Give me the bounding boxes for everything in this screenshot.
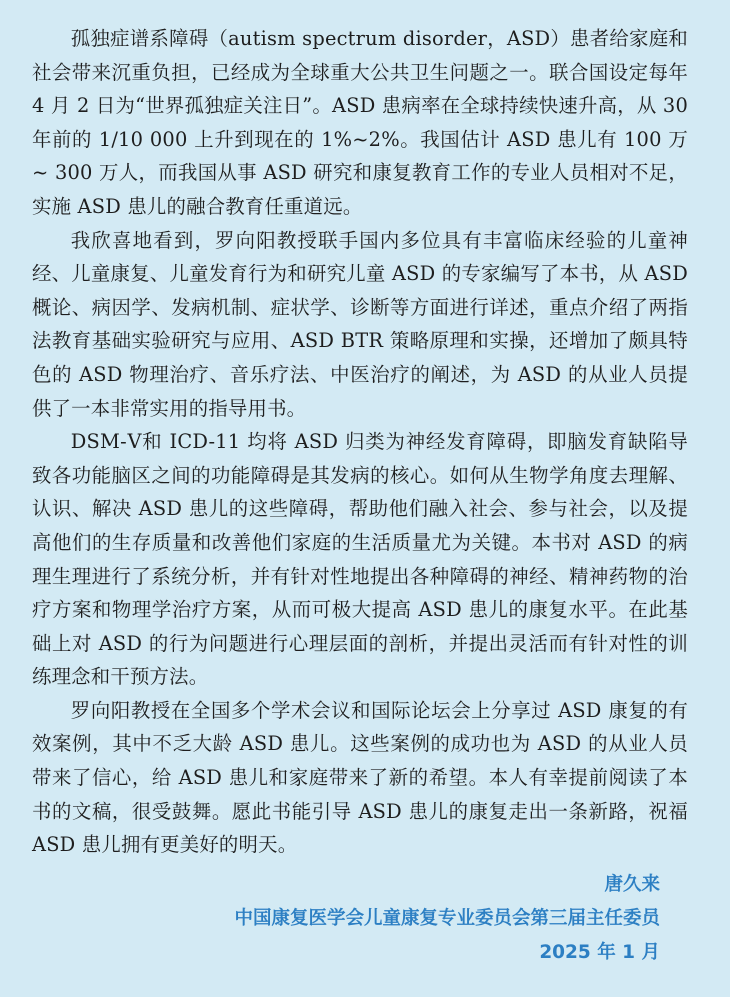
paragraph-4: 罗向阳教授在全国多个学术会议和国际论坛会上分享过 ASD 康复的有效案例，其中不乏大龄 ASD 患儿。这些案例的成功也为 ASD 的从业人员带来了信心，给 ASD 患儿和家庭带来了新的希望。本人有幸提前阅读了本书的文稿，很受鼓舞。愿此书能引导 ASD 患儿的康复走出一条新路，祝福 ASD 患儿拥有更美好的明天。 bbox=[32, 698, 688, 857]
paragraph-3: DSM-Ⅴ和 ICD-11 均将 ASD 归类为神经发育障碍，即脑发育缺陷导致各功能脑区之间的功能障碍是其发病的核心。如何从生物学角度去理解、认识、解决 ASD 患儿的这些障碍，帮助他们融入社会、参与社会，以及提高他们的生存质量和改善他们家庭的生活质量尤为关键。本书对 ASD 的病理生理进行了系统分析，并有针对性地提出各种障碍的神经、精神药物的治疗方案和物理学治疗方案，从而可极大提高 ASD 患儿的康复水平。在此基础上对 ASD 的行为问题进行心理层面的剖析，并提出灵活而有针对性的训练理念和干预方法。 bbox=[32, 430, 688, 689]
signature-title: 中国康复医学会儿童康复专业委员会第三届主任委员 bbox=[234, 908, 660, 929]
paragraph-1: 孤独症谱系障碍（autism spectrum disorder，ASD）患者给家庭和社会带来沉重负担，已经成为全球重大公共卫生问题之一。联合国设定每年 4 月 2 日为“世界孤独症关注日”。ASD 患病率在全球持续快速升高，从 30 年前的 1/10 000 上升到现在的 1%~2%。我国估计 ASD 患儿有 100 万 ~ 300 万人，而我国从事 ASD 研究和康复教育工作的专业人员相对不足，实施 ASD 患儿的融合教育任重道远。 bbox=[32, 27, 688, 218]
preface-body bbox=[32, 22, 688, 862]
signature-date: 2025 年 1 月 bbox=[539, 942, 660, 963]
signature-name: 唐久来 bbox=[604, 874, 660, 895]
signature-block bbox=[234, 868, 660, 970]
paragraph-2: 我欣喜地看到，罗向阳教授联手国内多位具有丰富临床经验的儿童神经、儿童康复、儿童发育行为和研究儿童 ASD 的专家编写了本书，从 ASD 概论、病因学、发病机制、症状学、诊断等方面进行详述，重点介绍了两指法教育基础实验研究与应用、ASD BTR 策略原理和实操，还增加了颇具特色的 ASD 物理治疗、音乐疗法、中医治疗的阐述，为 ASD 的从业人员提供了一本非常实用的指导用书。 bbox=[32, 228, 688, 420]
